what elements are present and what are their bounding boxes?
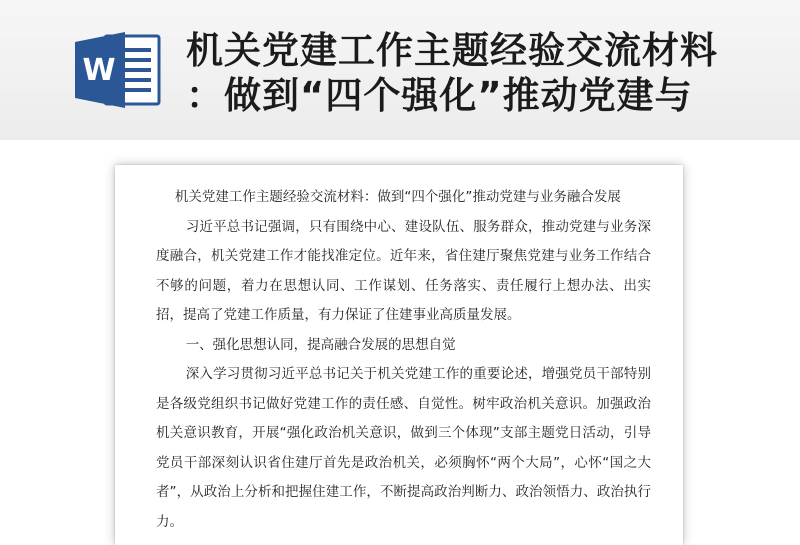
word-icon-letter: W — [82, 53, 116, 88]
paragraph: 深入学习贯彻习近平总书记关于机关党建工作的重要论述，增强党员干部特别是各级党组织书记做好党建工作的责任感、自觉性。树牢政治机关意识。加强政治机关意识教育，开展“强化政治机关意识，做到三个体现”支部主题党日活动，引导党员干部深刻认识省住建厅首先是政治机关，必须胸怀“两个大局”，心怀“国之大者”，从政治上分析和把握住建工作，不断提高政治判断力、政治领悟力、政治执行力。 — [156, 366, 651, 530]
document-body — [156, 183, 651, 537]
section-heading: 一、强化思想认同，提高融合发展的思想自觉 — [185, 336, 456, 353]
banner — [0, 0, 800, 140]
document-page — [115, 165, 683, 545]
word-document-icon — [75, 32, 163, 108]
document-title: 机关党建工作主题经验交流材料：做到“四个强化”推动党建与业务融合发展 — [174, 189, 621, 205]
banner-title: 机关党建工作主题经验交流材料 ：做到“四个强化”推动党建与 — [186, 29, 718, 117]
paragraph: 习近平总书记强调，只有围绕中心、建设队伍、服务群众，推动党建与业务深度融合，机关党建工作才能找准定位。近年来，省住建厅聚焦党建与业务工作结合不够的问题，着力在思想认同、工作谋划、任务落实、责任履行上想办法、出实招，提高了党建工作质量，有力保证了住建事业高质量发展。 — [156, 218, 651, 323]
